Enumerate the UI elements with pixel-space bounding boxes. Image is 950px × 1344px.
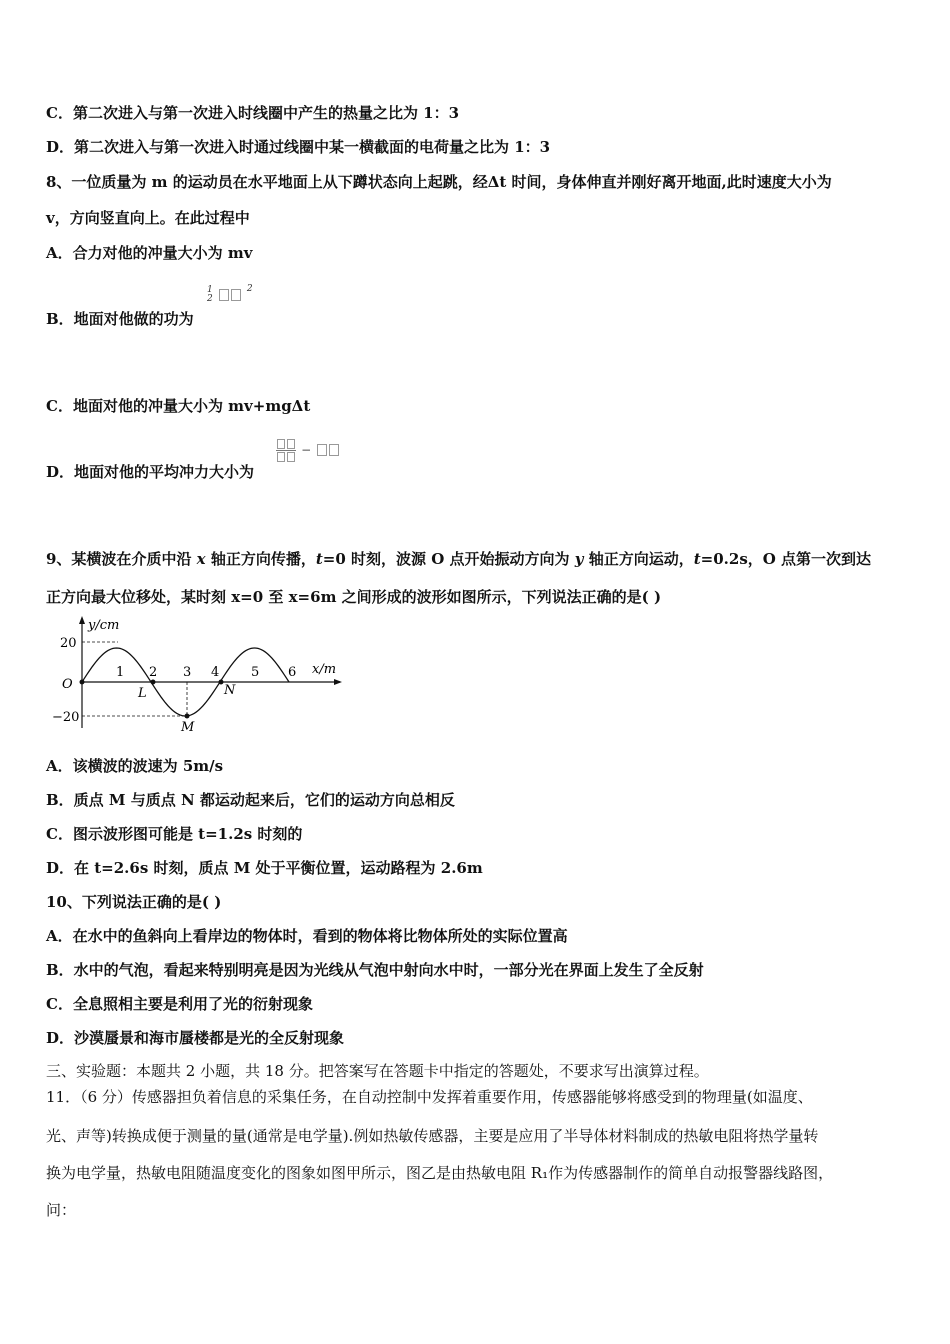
x-axis-label: x/m <box>312 662 337 677</box>
q8-b-formula <box>207 284 253 304</box>
placeholder-glyph <box>231 289 241 301</box>
q11-line1: 11．（6 分）传感器担负着信息的采集任务，在自动控制中发挥着重要作用，传感器能够将感受到的物理量(如温度、 <box>46 1088 813 1106</box>
y-tick-label: −20 <box>52 710 80 725</box>
placeholder-glyph <box>219 289 229 301</box>
q10-option-c: C．全息照相主要是利用了光的衍射现象 <box>46 995 313 1013</box>
superscript-exponent: 2 <box>246 284 253 294</box>
q9-option-a: A．该横波的波速为 5m/s <box>46 757 224 775</box>
section-3-heading: 三、实验题：本题共 2 小题，共 18 分。把答案写在答题卡中指定的答题处，不要求写出演算过程。 <box>46 1062 709 1080</box>
q8-option-a: A．合力对他的冲量大小为 mv <box>46 244 253 262</box>
point-label: L <box>138 686 147 701</box>
x-tick-label: 2 <box>149 665 158 680</box>
x-tick-label: 4 <box>211 665 220 680</box>
fraction-placeholder <box>276 438 296 462</box>
placeholder-glyph <box>329 444 339 456</box>
q7-option-c: C．第二次进入与第一次进入时线圈中产生的热量之比为 1：3 <box>46 104 460 122</box>
x-tick-label: 1 <box>116 665 125 680</box>
q9-option-d: D．在 t=2.6s 时刻，质点 M 处于平衡位置，运动路程为 2.6m <box>46 859 483 877</box>
q8-stem-line1: 8、一位质量为 m 的运动员在水平地面上从下蹲状态向上起跳，经Δt 时间，身体伸直并刚好离开地面,此时速度大小为 <box>46 173 832 191</box>
origin-label: O <box>62 677 73 692</box>
q9-stem-line1: 9、某横波在介质中沿 x 轴正方向传播，t=0 时刻，波源 O 点开始振动方向为 y 轴正方向运动，t=0.2s，O 点第一次到达 <box>46 550 872 568</box>
q11-line3: 换为电学量，热敏电阻随温度变化的图象如图甲所示，图乙是由热敏电阻 R₁作为传感器制作的简单自动报警器线路图， <box>46 1164 834 1182</box>
point-l <box>151 680 156 685</box>
q10-option-a: A．在水中的鱼斜向上看岸边的物体时，看到的物体将比物体所处的实际位置高 <box>46 927 568 945</box>
fraction-numerator: 1 <box>207 284 213 295</box>
x-axis-arrow-icon <box>334 679 342 685</box>
q10-option-d: D．沙漠蜃景和海市蜃楼都是光的全反射现象 <box>46 1029 345 1047</box>
x-tick-label: 5 <box>251 665 260 680</box>
point-o <box>80 680 85 685</box>
wave-figure <box>48 610 348 735</box>
y-axis-arrow-icon <box>79 616 85 624</box>
point-label: N <box>224 683 236 698</box>
q9-option-b: B．质点 M 与质点 N 都运动起来后，它们的运动方向总相反 <box>46 791 455 809</box>
fraction-one-half <box>207 286 213 304</box>
q11-line2: 光、声等)转换成便于测量的量(通常是电学量).例如热敏传感器，主要是应用了半导体材料制成的热敏电阻将热学量转 <box>46 1127 819 1145</box>
y-axis-label: y/cm <box>88 618 120 633</box>
q8-d-formula: − <box>276 438 340 462</box>
fraction-denominator: 2 <box>207 293 213 304</box>
point-label: M <box>181 720 195 735</box>
placeholder-glyph <box>317 444 327 456</box>
q9-stem-line2: 正方向最大位移处，某时刻 x=0 至 x=6m 之间形成的波形如图所示，下列说法正确的是( ) <box>46 588 662 606</box>
x-tick-label: 6 <box>288 665 297 680</box>
q9-option-c: C．图示波形图可能是 t=1.2s 时刻的 <box>46 825 303 843</box>
q8-option-d: D．地面对他的平均冲力大小为 <box>46 463 255 481</box>
y-tick-label: 20 <box>60 636 77 651</box>
x-tick-label: 3 <box>183 665 192 680</box>
q8-option-c: C．地面对他的冲量大小为 mv+mgΔt <box>46 397 311 415</box>
q10-stem: 10、下列说法正确的是( ) <box>46 893 222 911</box>
q10-option-b: B．水中的气泡，看起来特别明亮是因为光线从气泡中射向水中时，一部分光在界面上发生了全反射 <box>46 961 704 979</box>
q7-option-d: D．第二次进入与第一次进入时通过线圈中某一横截面的电荷量之比为 1：3 <box>46 138 551 156</box>
q8-option-b: B．地面对他做的功为 <box>46 310 194 328</box>
point-n <box>219 680 224 685</box>
q11-line4: 问： <box>46 1201 77 1219</box>
point-m <box>185 714 190 719</box>
q8-stem-line2: v，方向竖直向上。在此过程中 <box>46 209 250 227</box>
